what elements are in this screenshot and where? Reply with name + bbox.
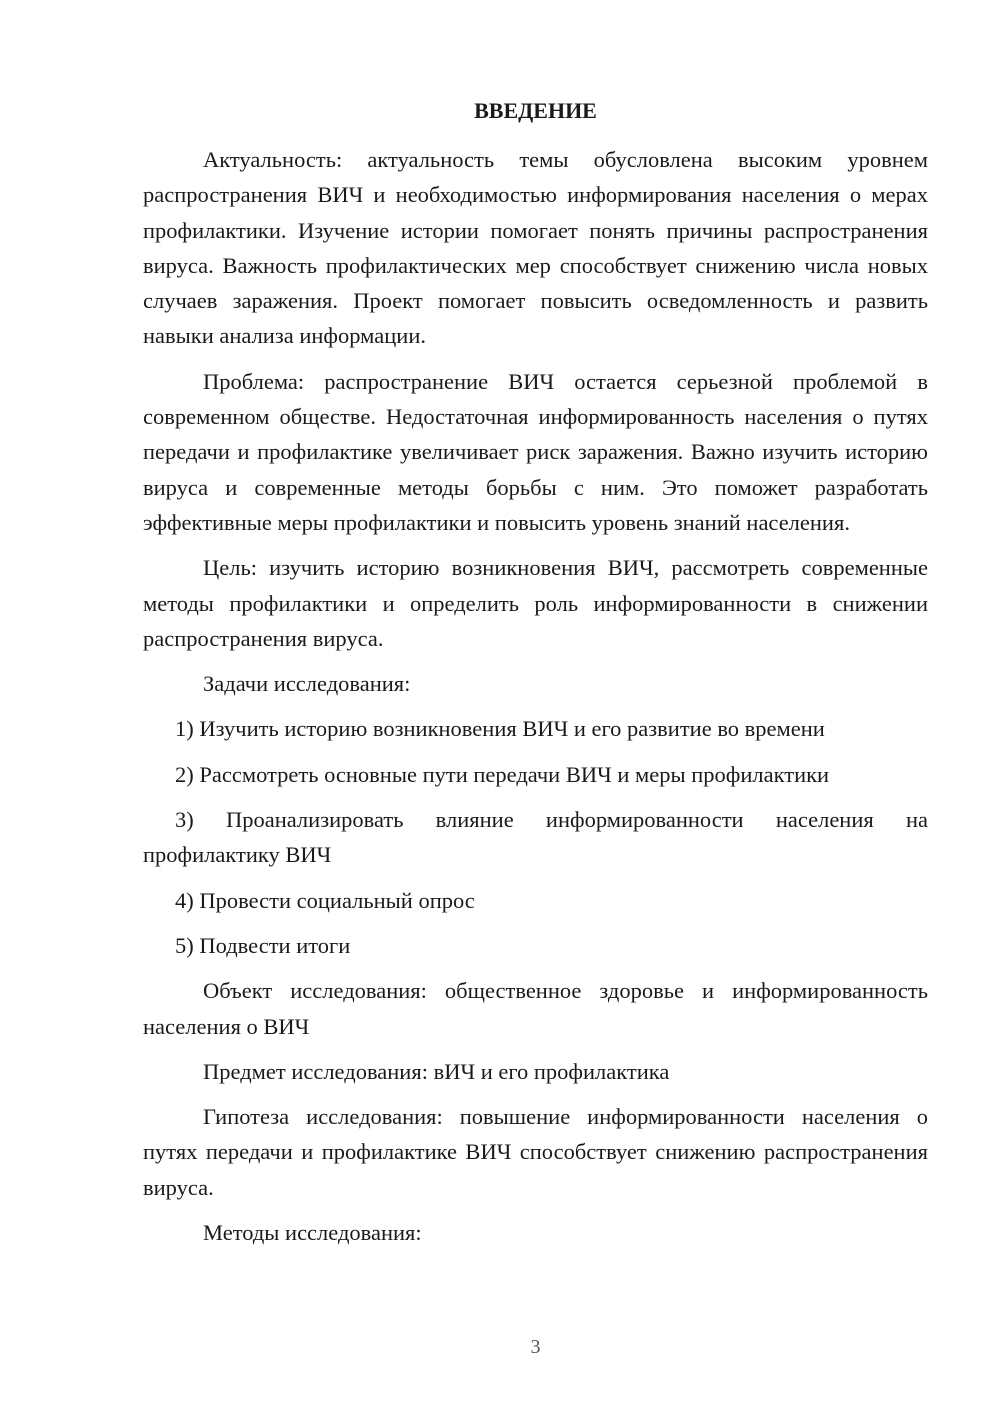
document-page (143, 0, 928, 1414)
paragraph-hypothesis: Гипотеза исследования: повышение информированности населения о путях передачи и профилактике ВИЧ способствует снижению распространения вируса. (143, 1104, 928, 1200)
paragraph-tasks-heading: Задачи исследования: (203, 671, 411, 697)
task-item-1: 1) Изучить историю возникновения ВИЧ и его развитие во времени (175, 716, 825, 742)
page-number: 3 (530, 1336, 541, 1358)
paragraph-problem: Проблема: распространение ВИЧ остается серьезной проблемой в современном обществе. Недостаточная информированность населения о путях передачи и профилактике увеличивает риск заражения. Важно изучить историю вируса и современные методы борьбы с ним. Это поможет разработать эффективные меры профилактики и повысить уровень знаний населения. (143, 368, 928, 535)
paragraph-relevance: Актуальность: актуальность темы обусловлена высоким уровнем распространения ВИЧ и необходимостью информирования населения о мерах профилактики. Изучение истории помогает понять причины распространения вируса. Важность профилактических мер способствует снижению числа новых случаев заражения. Проект помогает повысить осведомленность и развить навыки анализа информации. (143, 147, 928, 349)
paragraph-goal: Цель: изучить историю возникновения ВИЧ, рассмотреть современные методы профилактики и определить роль информированности в снижении распространения вируса. (143, 555, 928, 651)
paragraph-subject: Предмет исследования: вИЧ и его профилактика (203, 1058, 670, 1084)
paragraph-methods: Методы исследования: (203, 1220, 422, 1246)
task-item-4: 4) Провести социальный опрос (175, 887, 475, 913)
task-item-3: 3) Проанализировать влияние информированности населения на профилактику ВИЧ (143, 807, 928, 868)
body-text (143, 142, 928, 1260)
task-item-2: 2) Рассмотреть основные пути передачи ВИЧ и меры профилактики (175, 761, 830, 787)
section-title: ВВЕДЕНИЕ (474, 98, 597, 123)
paragraph-object: Объект исследования: общественное здоровье и информированность населения о ВИЧ (143, 978, 928, 1039)
task-item-5: 5) Подвести итоги (175, 932, 351, 958)
